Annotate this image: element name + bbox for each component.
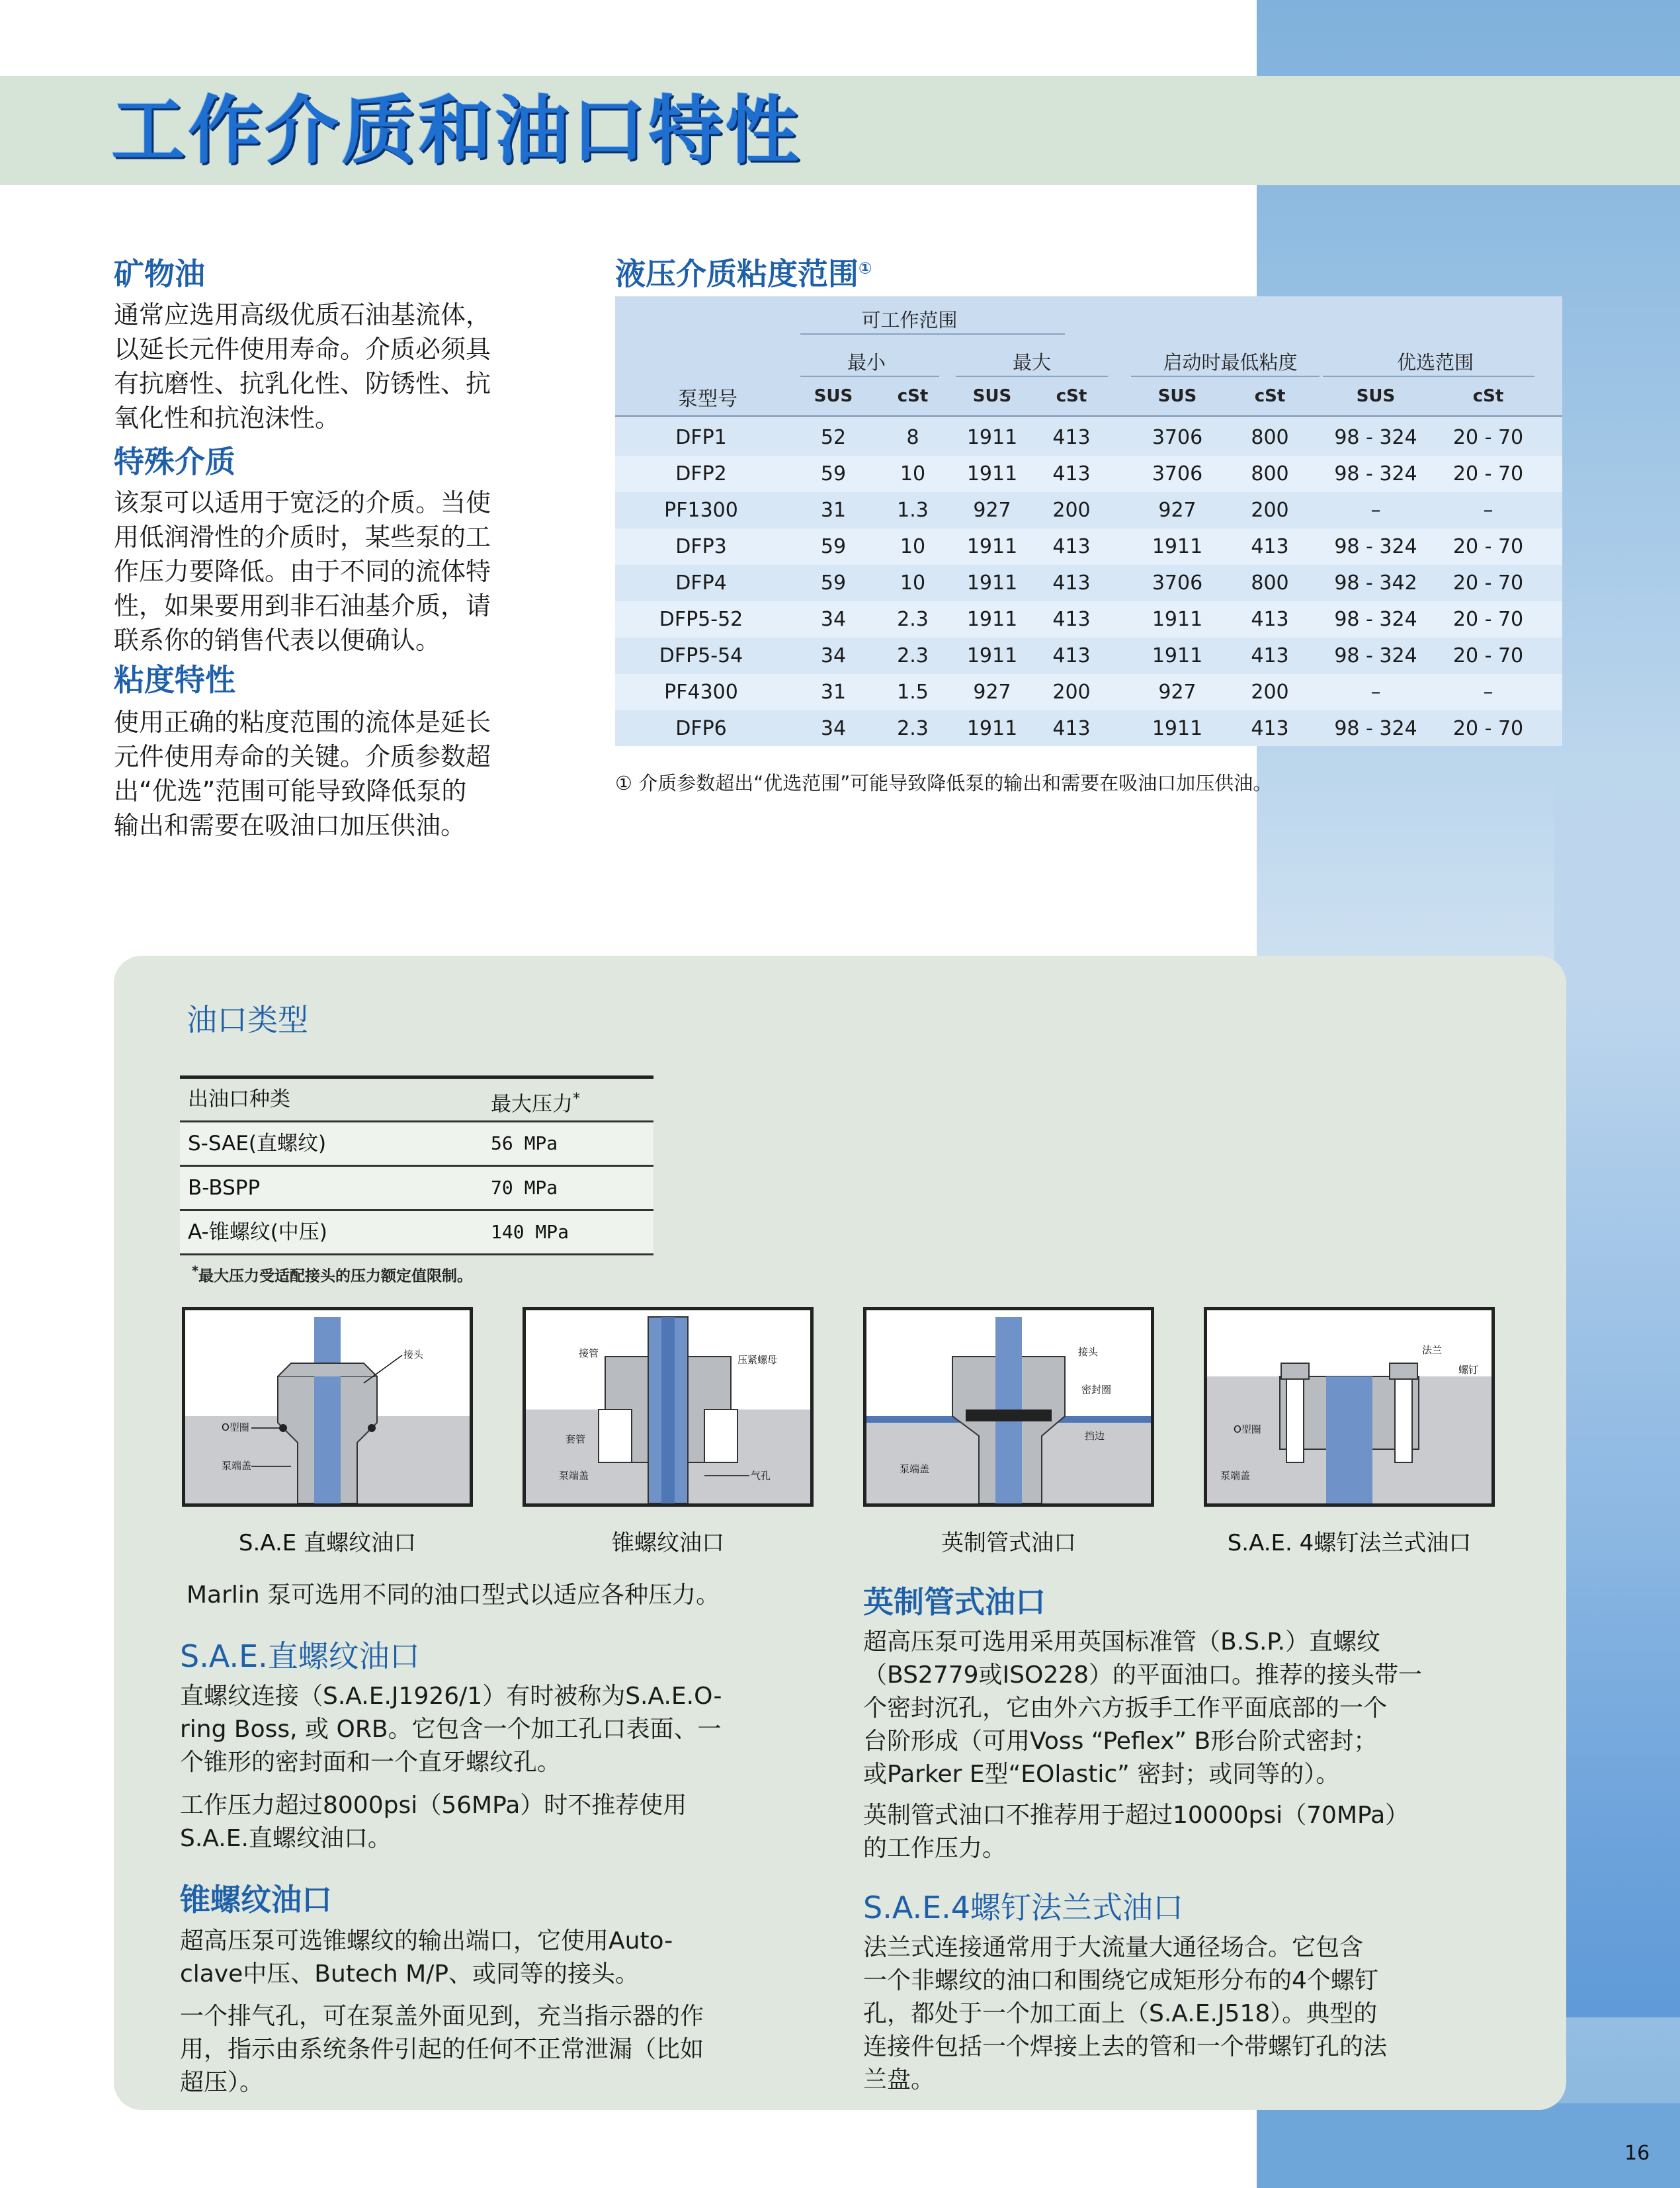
viscosity-value-cell: 98 - 324	[1334, 535, 1417, 558]
startup-header: 启动时最低粘度	[1163, 351, 1298, 374]
viscosity-value-cell: 927	[1158, 681, 1197, 704]
sae-text-1: 直螺纹连接（S.A.E.J1926/1）有时被称为S.A.E.O- ring Boss, 或 ORB。它包含一个加工孔口表面、一 个锥形的密封面和一个直牙螺纹孔。	[180, 1683, 722, 1776]
viscosity-value-cell: 59	[820, 535, 847, 558]
port-type: S-SAE(直螺纹)	[188, 1132, 327, 1156]
special-media-heading: 特殊介质	[114, 444, 235, 480]
background-blue-glow	[1554, 761, 1680, 2017]
pump-model-cell: PF4300	[664, 681, 738, 704]
viscosity-value-cell: –	[1483, 499, 1493, 522]
viscosity-value-cell: 98 - 324	[1334, 462, 1417, 485]
viscosity-value-cell: 59	[820, 571, 847, 595]
viscosity-value-cell: 34	[820, 608, 847, 631]
svg-text:泵端盖: 泵端盖	[222, 1460, 252, 1472]
viscosity-value-cell: 413	[1052, 535, 1091, 558]
svg-text:泵端盖: 泵端盖	[1220, 1470, 1251, 1482]
port-col-header: 出油口种类	[188, 1087, 290, 1111]
bsp-diagram-caption: 英制管式油口	[941, 1530, 1076, 1556]
table-row	[180, 1211, 653, 1255]
svg-text:套管: 套管	[566, 1433, 586, 1445]
header-rule	[1131, 376, 1320, 377]
viscosity-value-cell: 3706	[1152, 571, 1203, 595]
viscosity-value-cell: 413	[1052, 571, 1091, 595]
unit-header: cSt	[1254, 386, 1286, 406]
viscosity-value-cell: 413	[1052, 717, 1091, 740]
svg-text:泵端盖: 泵端盖	[559, 1470, 589, 1482]
pump-model-cell: DFP4	[675, 571, 727, 595]
max-pressure: 140 MPa	[491, 1221, 569, 1243]
viscosity-value-cell: 98 - 342	[1334, 571, 1417, 595]
viscosity-value-cell: 1911	[966, 608, 1018, 631]
port-table-note: *最大压力受适配接头的压力额定值限制。	[192, 1263, 473, 1285]
pump-model-cell: PF1300	[664, 499, 738, 522]
viscosity-table	[615, 296, 1562, 746]
unit-header: SUS	[972, 386, 1012, 406]
viscosity-value-cell: 413	[1052, 462, 1091, 485]
viscosity-value-cell: 800	[1251, 571, 1289, 595]
viscosity-value-cell: 1911	[1152, 644, 1203, 667]
header-rule	[1323, 376, 1534, 377]
table-row	[180, 1122, 653, 1167]
viscosity-value-cell: 20 - 70	[1452, 644, 1524, 667]
unit-header: SUS	[1356, 386, 1396, 406]
viscosity-value-cell: 31	[820, 499, 847, 522]
svg-text:接管: 接管	[579, 1347, 599, 1359]
bsp-heading: 英制管式油口	[863, 1584, 1046, 1620]
viscosity-value-cell: 20 - 70	[1452, 717, 1524, 740]
bsp-text-2: 英制管式油口不推荐用于超过10000psi（70MPa） 的工作压力。	[863, 1802, 1409, 1862]
viscosity-value-cell: 1911	[966, 535, 1018, 558]
flange-heading: S.A.E.4螺钉法兰式油口	[863, 1890, 1184, 1925]
pressure-col-header: 最大压力*	[491, 1091, 580, 1116]
flange-port-diagram	[1204, 1307, 1495, 1507]
viscosity-value-cell: 927	[973, 499, 1011, 522]
viscosity-value-cell: 1911	[966, 426, 1018, 449]
viscosity-value-cell: 20 - 70	[1452, 462, 1524, 485]
viscosity-footnote: ① 介质参数超出“优选范围”可能导致降低泵的输出和需要在吸油口加压供油。	[615, 772, 1273, 794]
svg-text:气孔: 气孔	[751, 1470, 771, 1482]
table-row	[615, 601, 1562, 638]
header-rule	[615, 415, 1562, 417]
model-header: 泵型号	[678, 388, 737, 411]
min-header: 最小	[847, 351, 886, 374]
table-row	[180, 1167, 653, 1211]
max-header: 最大	[1012, 351, 1051, 374]
table-row	[615, 492, 1562, 528]
viscosity-value-cell: 800	[1251, 426, 1289, 449]
viscosity-value-cell: 2.3	[897, 644, 929, 667]
mineral-oil-heading: 矿物油	[114, 256, 205, 292]
flange-port-drawing	[1207, 1310, 1491, 1503]
unit-header: SUS	[814, 386, 853, 406]
svg-text:密封圈: 密封圈	[1081, 1384, 1112, 1396]
table-row	[615, 638, 1562, 674]
pump-model-cell: DFP6	[675, 717, 727, 740]
svg-text:挡边: 挡边	[1085, 1430, 1105, 1442]
special-media-text: 该泵可以适用于宽泛的介质。当使 用低润滑性的介质时，某些泵的工 作压力要降低。由于不同的流体特 性，如果要用到非石油基介质，请 联系你的销售代表以便确认。	[114, 488, 491, 655]
unit-header: cSt	[1472, 386, 1504, 406]
viscosity-value-cell: 1911	[1152, 535, 1203, 558]
viscosity-value-cell: 98 - 324	[1334, 644, 1417, 667]
header-rule	[800, 333, 1065, 335]
viscosity-value-cell: 3706	[1152, 426, 1203, 449]
page-title: 工作介质和油口特性	[111, 88, 802, 174]
sae-text-2: 工作压力超过8000psi（56MPa）时不推荐使用 S.A.E.直螺纹油口。	[180, 1792, 687, 1852]
svg-text:泵端盖: 泵端盖	[900, 1463, 930, 1475]
flange-text: 法兰式连接通常用于大流量大通径场合。它包含 一个非螺纹的油口和围绕它成矩形分布的4个螺钉 孔，都处于一个加工面上（S.A.E.J518）。典型的 连接件包括一个焊接上去的管和一个带螺钉孔的法 兰盘。	[863, 1934, 1388, 2093]
viscosity-value-cell: 2.3	[897, 608, 929, 631]
viscosity-value-cell: 2.3	[897, 717, 929, 740]
viscosity-value-cell: 8	[906, 426, 919, 449]
viscosity-value-cell: 413	[1251, 608, 1289, 631]
background-bottom-band	[1257, 2103, 1680, 2188]
unit-header: SUS	[1157, 386, 1197, 406]
svg-text:O型圈: O型圈	[1234, 1423, 1261, 1435]
viscosity-value-cell: 10	[900, 535, 926, 558]
flange-diagram-caption: S.A.E. 4螺钉法兰式油口	[1227, 1530, 1472, 1556]
pump-model-cell: DFP1	[675, 426, 727, 449]
max-pressure: 70 MPa	[491, 1177, 558, 1199]
viscosity-value-cell: 98 - 324	[1334, 717, 1417, 740]
port-type: B-BSPP	[188, 1176, 261, 1200]
viscosity-value-cell: 20 - 70	[1452, 426, 1524, 449]
svg-text:螺钉: 螺钉	[1458, 1364, 1479, 1376]
taper-text-1: 超高压泵可选锥螺纹的输出端口，它使用Auto- clave中压、Butech M/P、或同等的接头。	[180, 1927, 673, 1988]
table-row	[615, 674, 1562, 710]
viscosity-value-cell: 1.5	[897, 681, 929, 704]
port-type: A-锥螺纹(中压)	[188, 1220, 327, 1244]
svg-text:压紧螺母: 压紧螺母	[737, 1354, 778, 1366]
viscosity-heading: 粘度特性	[114, 662, 235, 698]
viscosity-value-cell: 52	[820, 426, 847, 449]
pump-model-cell: DFP3	[675, 535, 727, 558]
viscosity-value-cell: 59	[820, 462, 847, 485]
taper-thread-diagram	[523, 1307, 814, 1507]
taper-heading: 锥螺纹油口	[180, 1882, 332, 1917]
viscosity-value-cell: 1911	[1152, 608, 1203, 631]
table-row	[615, 456, 1562, 492]
viscosity-value-cell: 1.3	[897, 499, 929, 522]
table-row	[615, 419, 1562, 456]
table-row	[615, 710, 1562, 747]
max-pressure: 56 MPa	[491, 1132, 558, 1154]
viscosity-value-cell: 927	[973, 681, 1011, 704]
viscosity-value-cell: 10	[900, 462, 926, 485]
viscosity-table-title: 液压介质粘度范围①	[615, 256, 872, 292]
port-types-heading: 油口类型	[187, 1002, 308, 1038]
viscosity-value-cell: 800	[1251, 462, 1289, 485]
bsp-port-drawing	[866, 1310, 1151, 1503]
unit-header: cSt	[897, 386, 929, 406]
viscosity-value-cell: 413	[1251, 717, 1289, 740]
pump-model-cell: DFP5-52	[659, 608, 743, 631]
viscosity-value-cell: 20 - 70	[1452, 535, 1524, 558]
viscosity-value-cell: 413	[1052, 644, 1091, 667]
viscosity-value-cell: 1911	[966, 462, 1018, 485]
taper-diagram-caption: 锥螺纹油口	[612, 1530, 724, 1556]
viscosity-value-cell: 98 - 324	[1334, 608, 1417, 631]
working-range-header: 可工作范围	[861, 309, 958, 331]
pump-model-cell: DFP5-54	[659, 644, 743, 667]
viscosity-value-cell: –	[1370, 499, 1381, 522]
bsp-port-diagram	[863, 1307, 1154, 1507]
mineral-oil-text: 通常应选用高级优质石油基流体， 以延长元件使用寿命。介质必须具 有抗磨性、抗乳化性、防锈性、抗 氧化性和抗泡沫性。	[114, 300, 491, 433]
viscosity-value-cell: 1911	[966, 571, 1018, 595]
viscosity-value-cell: 20 - 70	[1452, 608, 1524, 631]
pump-model-cell: DFP2	[675, 462, 727, 485]
bsp-text-1: 超高压泵可选用采用英国标准管（B.S.P.）直螺纹 （BS2779或ISO228）的平面油口。推荐的接头带一 个密封沉孔，它由外六方扳手工作平面底部的一个 台阶形成（可用Voss “Peflex” B形台阶式密封； 或Parker E型“EOlastic” 密封；或同等的）。	[863, 1628, 1423, 1788]
taper-port-drawing	[526, 1310, 810, 1503]
viscosity-value-cell: 200	[1251, 499, 1289, 522]
sae-straight-thread-diagram	[182, 1307, 473, 1507]
svg-text:O型圈: O型圈	[222, 1421, 249, 1433]
viscosity-value-cell: 413	[1052, 608, 1091, 631]
viscosity-value-cell: 10	[900, 571, 926, 595]
viscosity-value-cell: 200	[1052, 681, 1091, 704]
viscosity-value-cell: 1911	[1152, 717, 1203, 740]
page-number: 16	[1624, 2142, 1650, 2165]
header-rule	[956, 376, 1108, 377]
table-header-row	[180, 1078, 653, 1122]
viscosity-value-cell: 413	[1052, 426, 1091, 449]
viscosity-value-cell: 413	[1251, 535, 1289, 558]
viscosity-value-cell: 20 - 70	[1452, 571, 1524, 595]
svg-text:法兰: 法兰	[1422, 1344, 1443, 1356]
viscosity-value-cell: 31	[820, 681, 847, 704]
viscosity-value-cell: 34	[820, 644, 847, 667]
viscosity-value-cell: 1911	[966, 644, 1018, 667]
sae-diagram-caption: S.A.E 直螺纹油口	[238, 1530, 417, 1556]
svg-text:接头: 接头	[403, 1349, 424, 1361]
viscosity-value-cell: 34	[820, 717, 847, 740]
unit-header: cSt	[1056, 386, 1087, 406]
viscosity-value-cell: –	[1483, 681, 1493, 704]
header-rule	[800, 376, 939, 377]
viscosity-value-cell: 413	[1251, 644, 1289, 667]
port-intro-text: Marlin 泵可选用不同的油口型式以适应各种压力。	[187, 1581, 720, 1609]
viscosity-value-cell: 200	[1251, 681, 1289, 704]
viscosity-value-cell: –	[1370, 681, 1381, 704]
preferred-header: 优选范围	[1396, 351, 1474, 374]
sae-heading: S.A.E.直螺纹油口	[180, 1638, 420, 1674]
sae-port-drawing	[185, 1310, 470, 1503]
viscosity-value-cell: 98 - 324	[1334, 426, 1417, 449]
viscosity-text: 使用正确的粘度范围的流体是延长 元件使用寿命的关键。介质参数超 出“优选”范围可能导致降低泵的 输出和需要在吸油口加压供油。	[114, 708, 491, 840]
viscosity-value-cell: 1911	[966, 717, 1018, 740]
table-row	[615, 528, 1562, 565]
viscosity-value-cell: 3706	[1152, 462, 1203, 485]
viscosity-value-cell: 200	[1052, 499, 1091, 522]
table-row	[615, 565, 1562, 601]
taper-text-2: 一个排气孔，可在泵盖外面见到，充当指示器的作 用，指示由系统条件引起的任何不正常泄漏（比如 超压）。	[180, 2003, 704, 2096]
svg-text:接头: 接头	[1078, 1346, 1099, 1358]
viscosity-value-cell: 927	[1158, 499, 1197, 522]
